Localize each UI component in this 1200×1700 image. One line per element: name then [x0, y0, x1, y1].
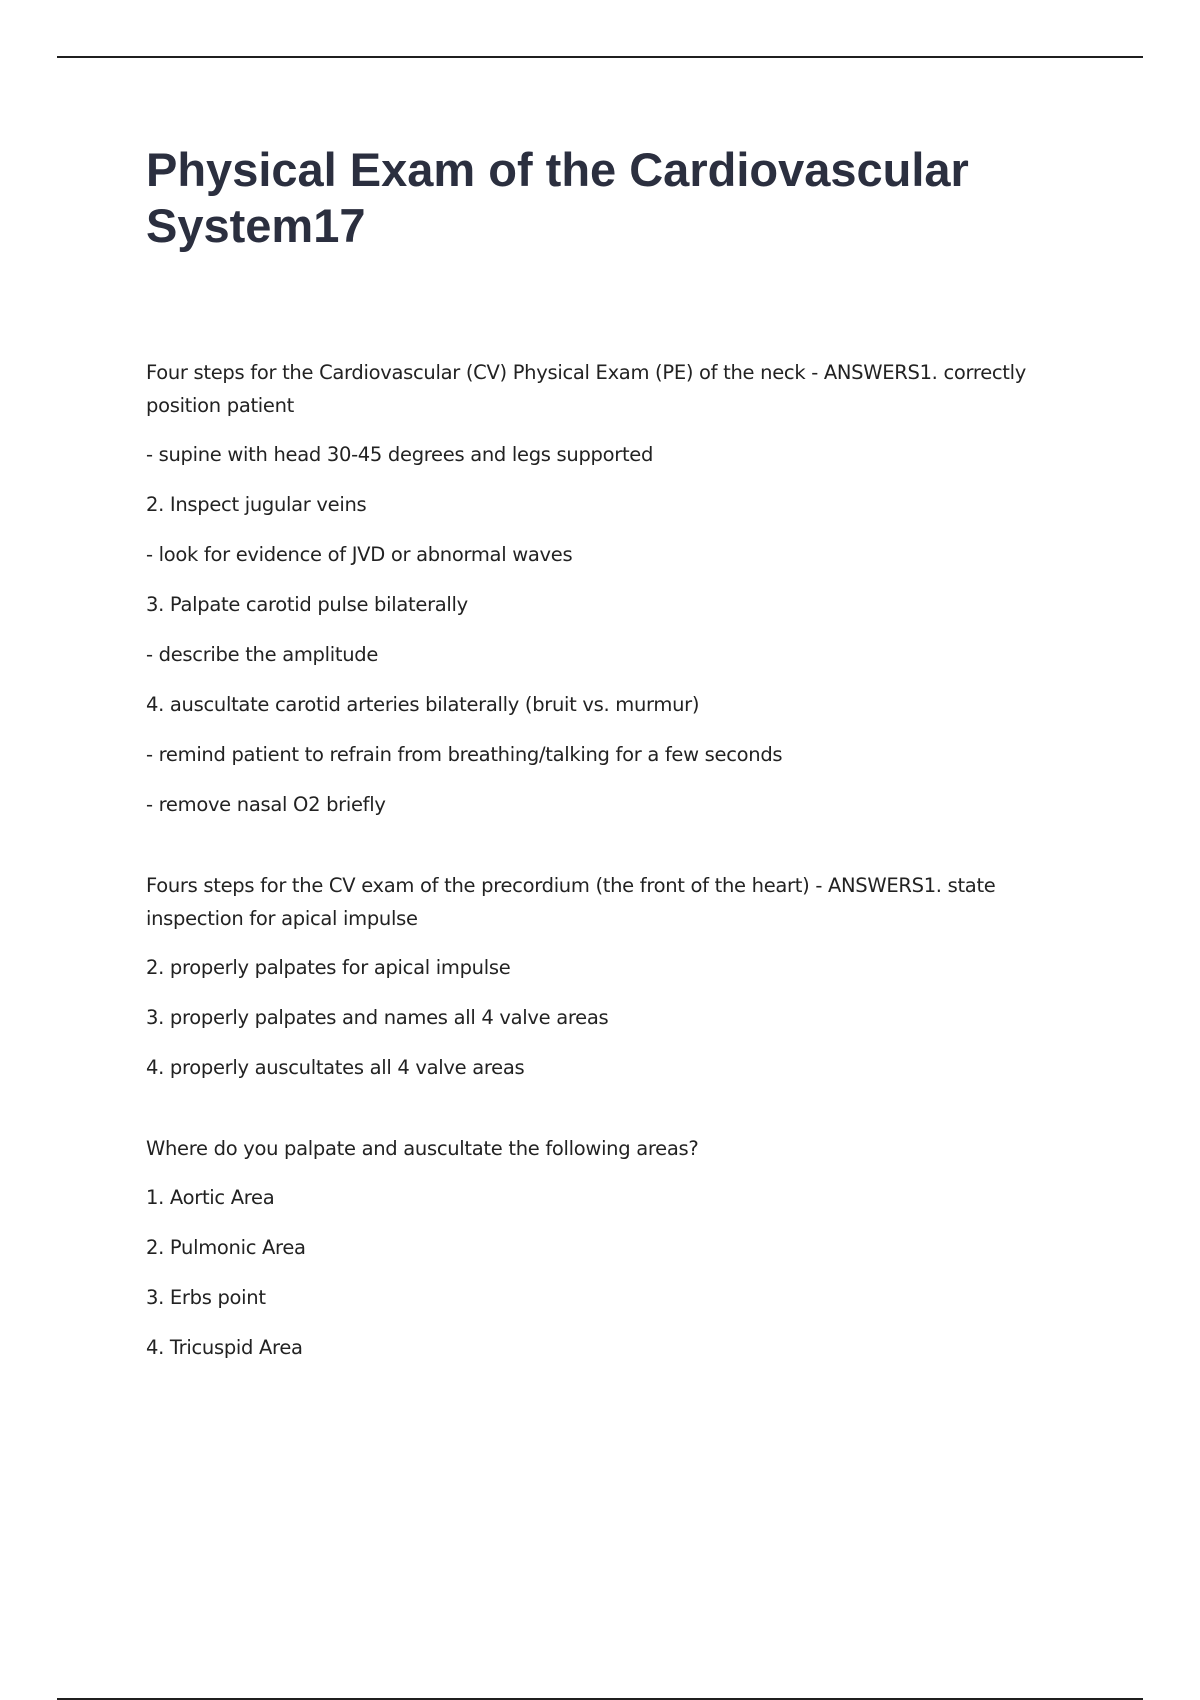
- question-text: Four steps for the Cardiovascular (CV) Physical Exam (PE) of the neck - ANSWERS1. correctly position patient: [146, 361, 1027, 417]
- answer-line: - look for evidence of JVD or abnormal waves: [146, 543, 573, 566]
- answer-line: 1. Aortic Area: [146, 1186, 275, 1209]
- answer-line: 4. properly auscultates all 4 valve areas: [146, 1056, 525, 1079]
- answer-line: 2. Inspect jugular veins: [146, 493, 367, 516]
- document-body: [146, 356, 1056, 1412]
- answer-line: 4. auscultate carotid arteries bilaterally (bruit vs. murmur): [146, 693, 700, 716]
- section-precordium-exam: [146, 869, 1056, 1084]
- answer-line: - remove nasal O2 briefly: [146, 793, 386, 816]
- section-neck-exam: [146, 356, 1056, 821]
- answer-line: 4. Tricuspid Area: [146, 1336, 303, 1359]
- answer-line: - describe the amplitude: [146, 643, 379, 666]
- answer-line: 3. Palpate carotid pulse bilaterally: [146, 593, 468, 616]
- section-valve-areas: [146, 1132, 1056, 1364]
- question-text: Where do you palpate and auscultate the following areas?: [146, 1137, 699, 1160]
- question-text: Fours steps for the CV exam of the precordium (the front of the heart) - ANSWERS1. state inspection for apical impulse: [146, 874, 996, 930]
- answer-line: - remind patient to refrain from breathing/talking for a few seconds: [146, 743, 783, 766]
- answer-line: - supine with head 30-45 degrees and legs supported: [146, 443, 654, 466]
- answer-line: 3. Erbs point: [146, 1286, 266, 1309]
- answer-line: 2. properly palpates for apical impulse: [146, 956, 511, 979]
- answer-line: 2. Pulmonic Area: [146, 1236, 306, 1259]
- answer-line: 3. properly palpates and names all 4 valve areas: [146, 1006, 609, 1029]
- top-divider: [57, 56, 1143, 58]
- page-title: Physical Exam of the Cardiovascular System17: [146, 143, 969, 252]
